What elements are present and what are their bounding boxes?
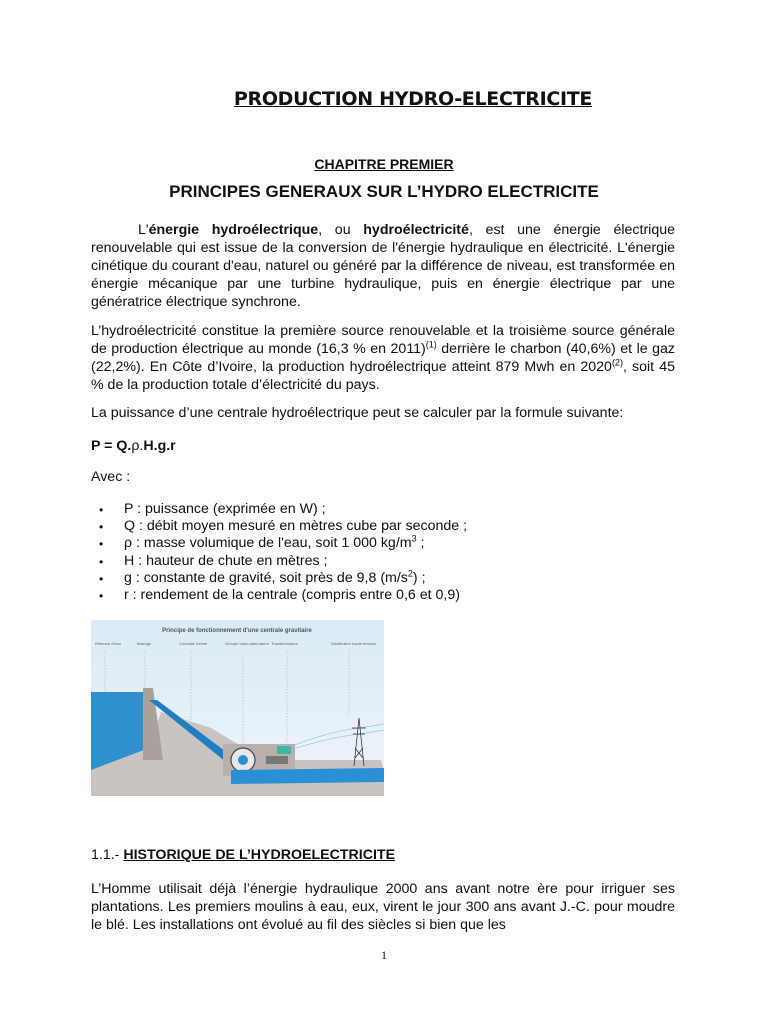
formula-rho: ρ.	[131, 438, 144, 454]
label-conduite: Conduite forcée	[179, 641, 208, 646]
stats-text-2: derrière le charbon (40,6%) et le gaz (22,2%). En Côte d’Ivoire, la production hydroélectrique atteint 879 Mwh en 2020	[91, 341, 675, 375]
formula-part-2: H.g.r	[143, 438, 176, 454]
document-title: PRODUCTION HYDRO-ELECTRICITE	[233, 88, 593, 110]
intro-bold-term-2: hydroélectricité	[363, 222, 469, 238]
chapter-heading: CHAPITRE PREMIER	[314, 156, 454, 172]
hydro-plant-diagram	[91, 620, 384, 796]
list-item: • P : puissance (exprimée en W) ;	[91, 501, 671, 518]
diagram-title: Principe de fonctionnement d'une centrale gravitaire	[162, 628, 312, 634]
avec-label: Avec :	[91, 469, 131, 485]
intro-bold-term-1: énergie hydroélectrique	[148, 222, 319, 238]
intro-text-1: L'	[138, 222, 149, 238]
power-formula	[91, 438, 176, 454]
page-number: 1	[381, 948, 387, 962]
label-groupe: Groupe turbo-alternateur	[225, 641, 270, 646]
variable-definitions-list	[91, 501, 671, 604]
formula-part-1: P = Q.	[91, 438, 132, 454]
list-item: • ρ : masse volumique de l'eau, soit 1 000 $kg/m^3$ ;	[91, 535, 671, 552]
history-paragraph: L’Homme utilisait déjà l’énergie hydraulique 2000 ans avant notre ère pour irriguer ses plantations. Les premiers moulins à eau, eux, virent le jour 300 ans avant J.-C. pour moudre le blé. Les installations ont évolué au fil des siècles si bien que les	[91, 881, 675, 933]
footnote-ref-1: (1)	[425, 339, 437, 350]
label-transformateur: Transformateur	[271, 641, 299, 646]
formula-intro-paragraph: La puissance d’une centrale hydroélectrique peut se calculer par la formule suivante:	[91, 405, 624, 421]
label-distribution: Distribution haute tension	[331, 641, 377, 646]
label-retenue: Retenue d'eau	[95, 641, 121, 646]
intro-text-3: , est une énergie électrique renouvelable qui est issue de la conversion de l'énergie hydraulique en électricité. L'énergie cinétique du courant d'eau, naturel ou généré par la différence de niveau, est transformée en énergie mécanique par une turbine hydraulique, puis en énergie électrique par une génératrice électrique synchrone.	[91, 222, 676, 310]
list-item: • r : rendement de la centrale (compris entre 0,6 et 0,9)	[91, 587, 671, 604]
intro-paragraph	[91, 221, 675, 311]
list-item: • H : hauteur de chute en mètres ;	[91, 553, 671, 570]
section-heading	[91, 847, 395, 863]
list-item: • Q : débit moyen mesuré en mètres cube par seconde ;	[91, 518, 671, 535]
list-item: • g : constante de gravité, soit près de 9,8 $(m/s^2)$ ;	[91, 570, 671, 587]
section-number: 1.1.-	[91, 847, 124, 863]
chapter-subtitle: PRINCIPES GENERAUX SUR L’HYDRO ELECTRICITE	[169, 182, 599, 201]
river	[231, 768, 384, 784]
stats-text-3: , soit 45 % de la production totale d’électricité du pays.	[91, 359, 675, 393]
footnote-ref-2: (2)	[611, 357, 623, 368]
statistics-paragraph	[91, 322, 675, 394]
label-barrage: Barrage	[137, 641, 152, 646]
stats-text-1: L’hydroélectricité constitue la première source renouvelable et la troisième source générale de production électrique au monde (16,3 % en 2011)	[91, 323, 675, 357]
section-title: HISTORIQUE DE L’HYDROELECTRICITE	[123, 847, 396, 863]
generator	[266, 756, 288, 764]
intro-text-2: , ou	[318, 222, 364, 238]
